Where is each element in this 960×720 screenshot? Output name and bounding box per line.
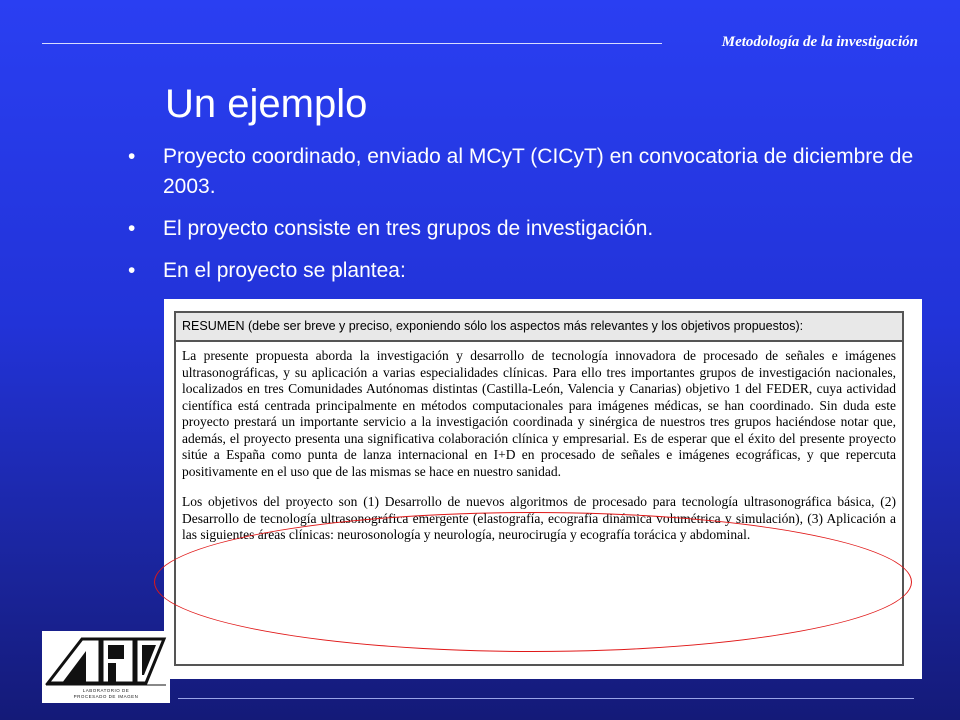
- summary-body: [176, 342, 902, 544]
- bullet-list: [128, 142, 918, 298]
- bullet-marker: •: [128, 259, 136, 282]
- header-rule: [42, 43, 662, 44]
- logo-caption: [46, 688, 166, 699]
- bullet-marker: •: [128, 217, 136, 240]
- footer-rule: [178, 698, 914, 699]
- summary-paragraph: La presente propuesta aborda la investigación y desarrollo de tecnología innovadora de procesado de señales e imágenes ultrasonográficas, y su aplicación a varias especialidades clínicas. Para ello tres importantes grupos de investigación nacionales, localizados en tres Comunidades Autónomas distintas (Castilla-León, Valencia y Canarias) objetivo 1 del FEDER, cuya actividad científica está centrada principalmente en métodos computacionales para imágenes médicas, se han coordinado. Sin duda este proyecto prestará un importante servicio a la investigación coordinada y sinérgica de nuestros tres grupos haciéndose notar que, además, el proyecto presenta una significativa colaboración clínica y empresarial. Es de esperar que el éxito del presente proyecto sitúe a España como punta de lanza internacional en I+D en procesado de señales e imágenes ecográficas, y que repercuta positivamente en el uso que de las mismas se hace en nuestro sanidad.: [182, 348, 896, 479]
- bullet-item: [128, 142, 918, 202]
- slide-title: Un ejemplo: [165, 82, 368, 126]
- logo-caption-line: LABORATORIO DE: [82, 688, 130, 693]
- bullet-text: Proyecto coordinado, enviado al MCyT (CICyT) en convocatoria de diciembre de 2003.: [163, 145, 914, 198]
- bullet-text: El proyecto consiste en tres grupos de investigación.: [163, 217, 654, 240]
- objectives-paragraph: Los objetivos del proyecto son (1) Desarrollo de nuevos algoritmos de procesado para tecnología ultrasonográfica básica, (2) Desarrollo de tecnología ultrasonográfica emergente (elastografía, ecografía dinámica volumétrica y simulación), (3) Aplicación a las siguientes áreas clínicas: neurosonología y neurología, neurocirugía y ecografía torácica y abdominal.: [182, 494, 896, 542]
- bullet-item: [128, 256, 918, 286]
- logo-caption-line: PROCESADO DE IMAGEN: [73, 693, 139, 699]
- course-label: Metodología de la investigación: [721, 34, 918, 50]
- lpi-logo-icon: [42, 631, 170, 689]
- bullet-marker: •: [128, 145, 136, 168]
- bullet-item: [128, 214, 918, 244]
- summary-heading: RESUMEN (debe ser breve y preciso, exponiendo sólo los aspectos más relevantes y los objetivos propuestos):: [176, 313, 902, 342]
- summary-form: [174, 311, 904, 666]
- lab-logo: [42, 631, 170, 703]
- document-excerpt: [164, 299, 922, 679]
- bullet-text: En el proyecto se plantea:: [163, 259, 406, 282]
